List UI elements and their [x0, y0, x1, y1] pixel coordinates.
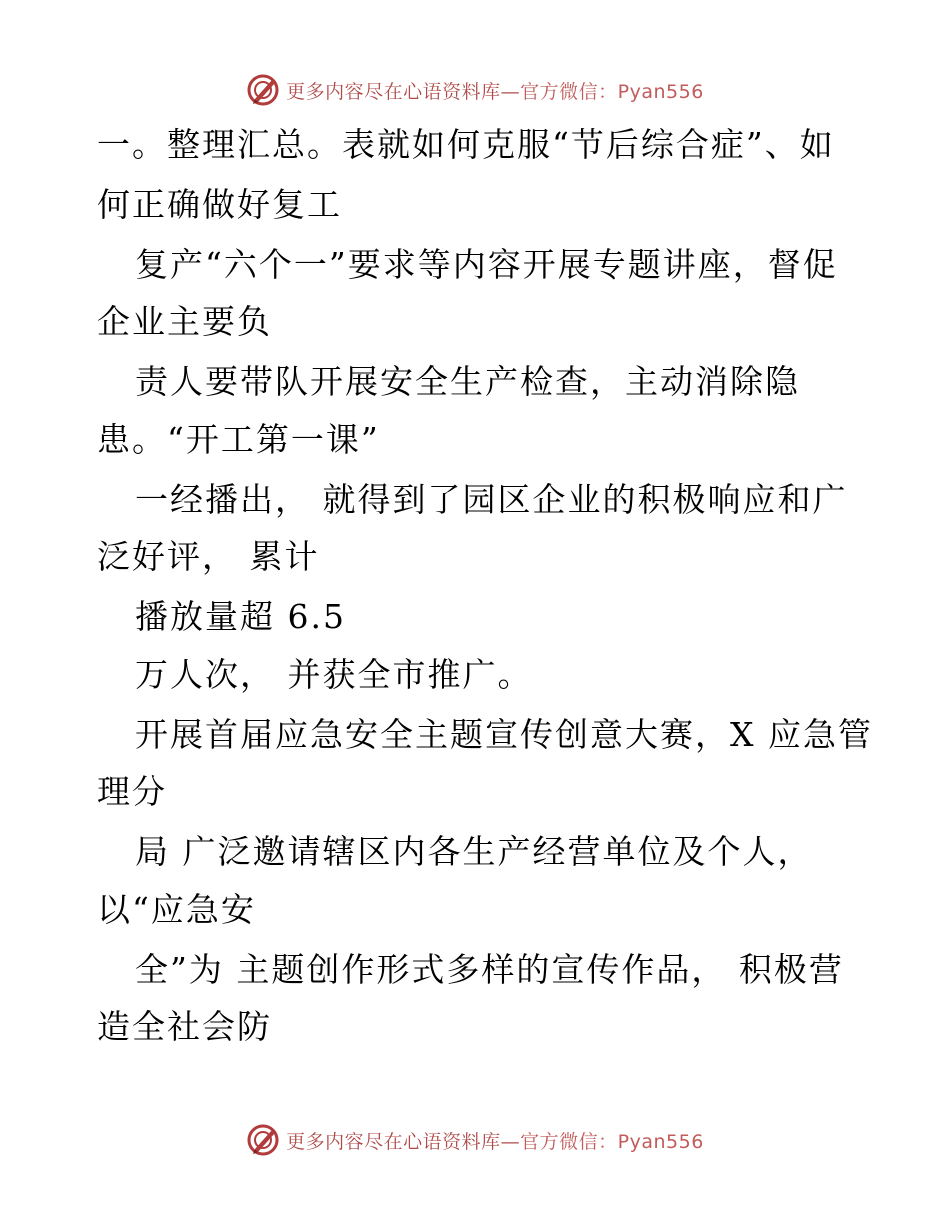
doc-line: 局 广泛邀请辖区内各生产经营单位及个人，	[135, 832, 813, 871]
doc-line: 一。整理汇总。表就如何克服“节后综合症”、如	[97, 125, 835, 164]
doc-line: 全”为 主题创作形式多样的宣传作品， 积极营	[135, 950, 844, 989]
doc-line: 开展首届应急安全主题宣传创意大赛，X 应急管	[135, 715, 873, 754]
doc-line: 复产“六个一”要求等内容开展专题讲座，督促	[135, 245, 838, 284]
doc-line: 万人次， 并获全市推广。	[135, 655, 533, 694]
doc-line: 何正确做好复工	[97, 185, 342, 224]
doc-line: 造全社会防	[97, 1007, 272, 1046]
header-banner-main: 更多内容尽在心语资料库—	[286, 80, 521, 103]
doc-line: 播放量超 6.5	[135, 597, 346, 636]
doc-line: 一经播出， 就得到了园区企业的积极响应和广	[135, 480, 848, 519]
doc-line: 患。“开工第一课”	[97, 420, 380, 459]
footer-banner	[0, 1120, 950, 1160]
doc-line: 企业主要负	[97, 302, 272, 341]
doc-line: 以“应急安	[97, 890, 256, 929]
doc-line: 泛好评， 累计	[97, 537, 320, 576]
footer-banner-tail: 官方微信：Pyan556	[520, 1130, 704, 1153]
doc-line: 责人要带队开展安全生产检查，主动消除隐	[135, 362, 800, 401]
header-banner-tail: 官方微信：Pyan556	[520, 80, 704, 103]
doc-line: 理分	[97, 772, 167, 811]
footer-banner-text	[286, 1127, 704, 1154]
footer-banner-main: 更多内容尽在心语资料库—	[286, 1130, 521, 1153]
pen-logo-icon	[246, 1123, 280, 1157]
